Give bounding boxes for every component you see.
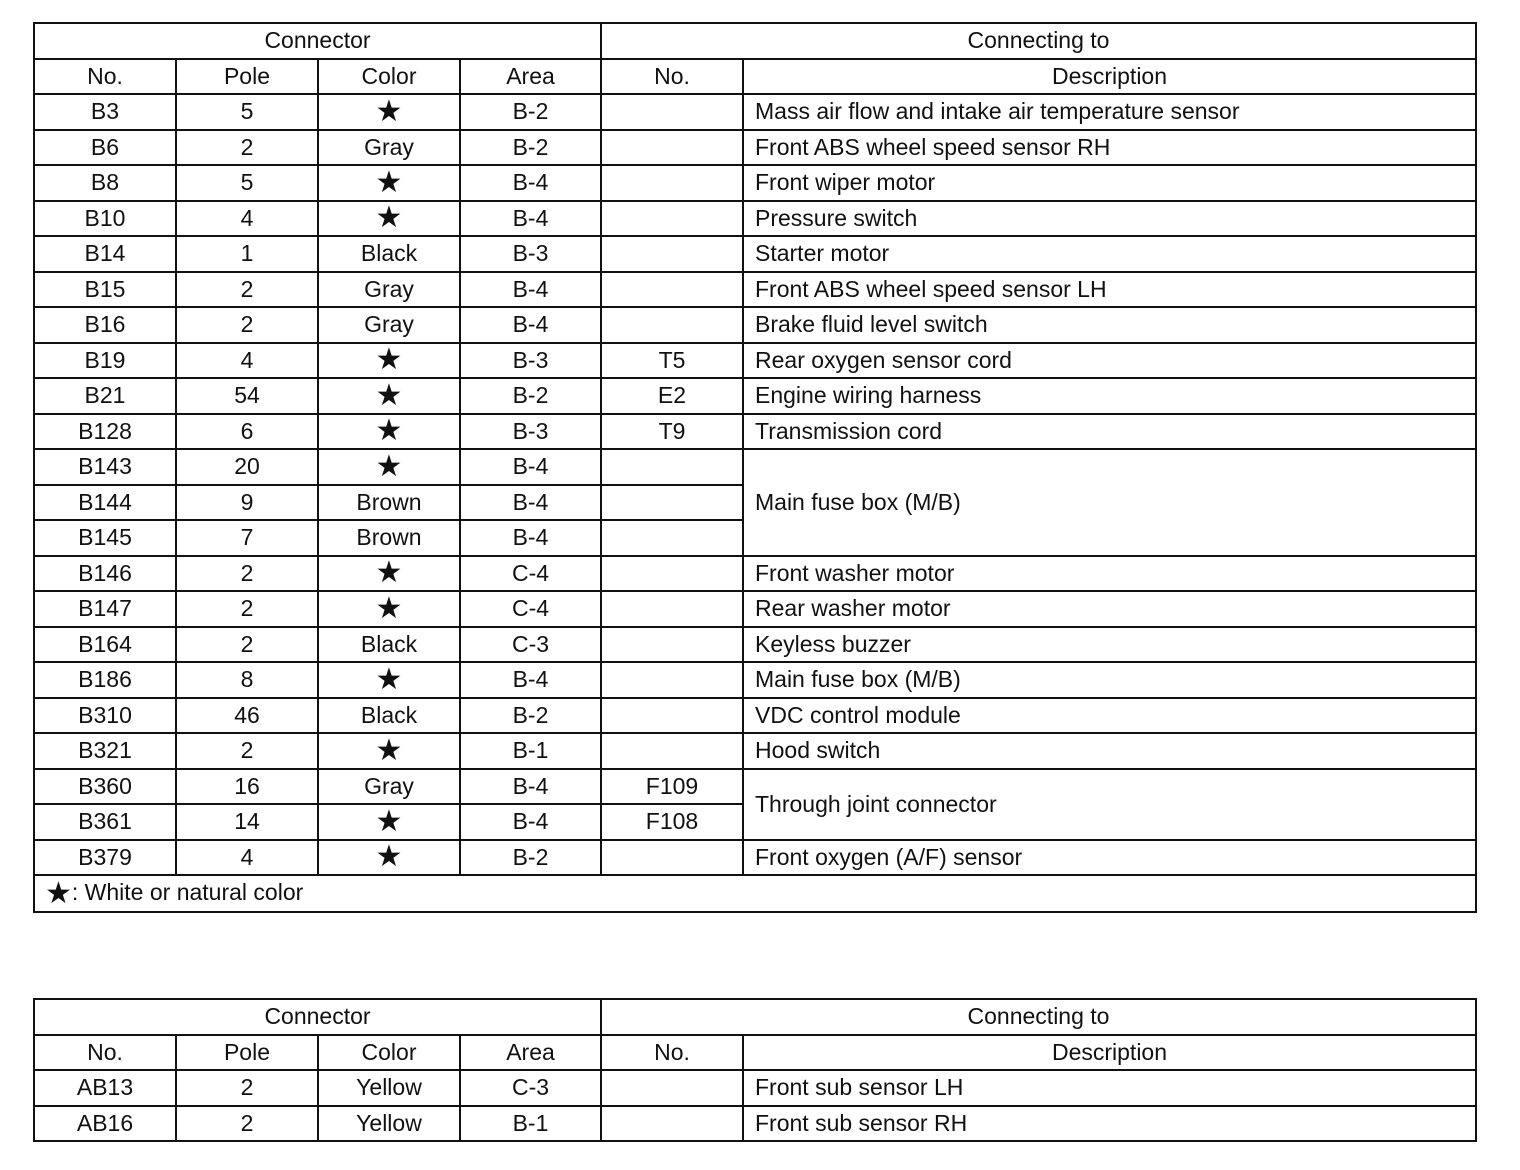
cell-connector-no: B15	[34, 272, 176, 308]
connector-table-airbag	[33, 998, 1477, 1142]
cell-color: Black	[318, 698, 460, 734]
cell-pole: 46	[176, 698, 318, 734]
cell-pole: 2	[176, 272, 318, 308]
cell-color: ★	[318, 201, 460, 237]
cell-color: ★	[318, 733, 460, 769]
cell-connector-no: B361	[34, 804, 176, 840]
cell-description: Front sub sensor RH	[743, 1106, 1476, 1142]
cell-pole: 5	[176, 165, 318, 201]
cell-color: ★	[318, 449, 460, 485]
connector-table-main	[33, 22, 1477, 913]
cell-connecting-no: F108	[601, 804, 743, 840]
column-header-row	[34, 1035, 1476, 1071]
cell-connecting-no	[601, 272, 743, 308]
cell-connecting-no	[601, 556, 743, 592]
cell-area: B-2	[460, 130, 601, 166]
cell-description: Main fuse box (M/B)	[743, 662, 1476, 698]
table-row	[34, 272, 1476, 308]
cell-pole: 2	[176, 733, 318, 769]
cell-connecting-no	[601, 627, 743, 663]
cell-pole: 9	[176, 485, 318, 521]
cell-area: B-1	[460, 733, 601, 769]
cell-pole: 4	[176, 343, 318, 379]
table-row	[34, 591, 1476, 627]
cell-color: Gray	[318, 769, 460, 805]
col-header-no: No.	[34, 1035, 176, 1071]
cell-color: Gray	[318, 272, 460, 308]
cell-connector-no: B186	[34, 662, 176, 698]
cell-description: Front sub sensor LH	[743, 1070, 1476, 1106]
cell-connecting-no	[601, 662, 743, 698]
connector-group-header: Connector	[34, 999, 601, 1035]
cell-area: C-3	[460, 1070, 601, 1106]
table-row	[34, 556, 1476, 592]
cell-description: Brake fluid level switch	[743, 307, 1476, 343]
table-row	[34, 769, 1476, 805]
cell-connector-no: B143	[34, 449, 176, 485]
cell-color: Black	[318, 627, 460, 663]
table-row	[34, 449, 1476, 485]
cell-area: B-4	[460, 804, 601, 840]
cell-area: B-4	[460, 272, 601, 308]
cell-connector-no: AB16	[34, 1106, 176, 1142]
connecting-to-group-header: Connecting to	[601, 23, 1476, 59]
cell-connector-no: B360	[34, 769, 176, 805]
cell-area: B-4	[460, 165, 601, 201]
cell-color: ★	[318, 591, 460, 627]
cell-area: B-1	[460, 1106, 601, 1142]
table-row	[34, 414, 1476, 450]
table-row	[34, 627, 1476, 663]
cell-area: B-3	[460, 236, 601, 272]
cell-description: Hood switch	[743, 733, 1476, 769]
cell-connector-no: B164	[34, 627, 176, 663]
cell-description: Front oxygen (A/F) sensor	[743, 840, 1476, 876]
cell-connector-no: B3	[34, 94, 176, 130]
cell-connecting-no: E2	[601, 378, 743, 414]
cell-description: Pressure switch	[743, 201, 1476, 237]
cell-color: ★	[318, 414, 460, 450]
cell-connecting-no	[601, 165, 743, 201]
cell-color: ★	[318, 662, 460, 698]
table-row	[34, 236, 1476, 272]
cell-area: B-3	[460, 414, 601, 450]
cell-connector-no: B6	[34, 130, 176, 166]
cell-color: Brown	[318, 520, 460, 556]
cell-connector-no: B310	[34, 698, 176, 734]
cell-pole: 2	[176, 591, 318, 627]
cell-connecting-no	[601, 236, 743, 272]
table-row	[34, 840, 1476, 876]
cell-area: B-4	[460, 201, 601, 237]
cell-area: B-4	[460, 769, 601, 805]
col-header-connecting-no: No.	[601, 1035, 743, 1071]
cell-area: B-4	[460, 449, 601, 485]
group-header-row	[34, 999, 1476, 1035]
col-header-connecting-no: No.	[601, 59, 743, 95]
table-row	[34, 130, 1476, 166]
cell-description: Rear oxygen sensor cord	[743, 343, 1476, 379]
cell-area: B-2	[460, 94, 601, 130]
cell-color: Gray	[318, 307, 460, 343]
cell-area: B-3	[460, 343, 601, 379]
col-header-pole: Pole	[176, 59, 318, 95]
cell-connecting-no	[601, 1106, 743, 1142]
cell-color: ★	[318, 343, 460, 379]
cell-area: B-2	[460, 378, 601, 414]
cell-connecting-no: T5	[601, 343, 743, 379]
cell-connector-no: AB13	[34, 1070, 176, 1106]
cell-description: Front ABS wheel speed sensor RH	[743, 130, 1476, 166]
cell-description: Main fuse box (M/B)	[743, 449, 1476, 556]
cell-pole: 2	[176, 627, 318, 663]
cell-connector-no: B19	[34, 343, 176, 379]
table-row	[34, 733, 1476, 769]
table-row	[34, 378, 1476, 414]
cell-description: Front washer motor	[743, 556, 1476, 592]
col-header-no: No.	[34, 59, 176, 95]
cell-connector-no: B14	[34, 236, 176, 272]
cell-description: Front wiper motor	[743, 165, 1476, 201]
cell-connector-no: B8	[34, 165, 176, 201]
cell-description: Through joint connector	[743, 769, 1476, 840]
cell-color: ★	[318, 556, 460, 592]
cell-pole: 2	[176, 556, 318, 592]
connecting-to-group-header: Connecting to	[601, 999, 1476, 1035]
cell-connecting-no	[601, 698, 743, 734]
cell-connecting-no: T9	[601, 414, 743, 450]
cell-color: ★	[318, 840, 460, 876]
table-row	[34, 307, 1476, 343]
cell-pole: 4	[176, 201, 318, 237]
cell-connecting-no	[601, 485, 743, 521]
cell-connecting-no: F109	[601, 769, 743, 805]
connector-group-header: Connector	[34, 23, 601, 59]
cell-connecting-no	[601, 130, 743, 166]
cell-connector-no: B145	[34, 520, 176, 556]
cell-description: Starter motor	[743, 236, 1476, 272]
column-header-row	[34, 59, 1476, 95]
col-header-pole: Pole	[176, 1035, 318, 1071]
cell-pole: 4	[176, 840, 318, 876]
cell-pole: 7	[176, 520, 318, 556]
cell-color: Gray	[318, 130, 460, 166]
cell-color: ★	[318, 165, 460, 201]
cell-area: C-4	[460, 556, 601, 592]
cell-area: B-4	[460, 307, 601, 343]
cell-pole: 54	[176, 378, 318, 414]
footnote	[34, 875, 1476, 912]
cell-color: ★	[318, 94, 460, 130]
table-row	[34, 165, 1476, 201]
cell-area: C-3	[460, 627, 601, 663]
cell-area: B-4	[460, 485, 601, 521]
cell-description: Engine wiring harness	[743, 378, 1476, 414]
cell-connector-no: B379	[34, 840, 176, 876]
cell-area: C-4	[460, 591, 601, 627]
cell-pole: 6	[176, 414, 318, 450]
cell-description: VDC control module	[743, 698, 1476, 734]
cell-description: Mass air flow and intake air temperature sensor	[743, 94, 1476, 130]
cell-connector-no: B128	[34, 414, 176, 450]
cell-pole: 1	[176, 236, 318, 272]
cell-color: Brown	[318, 485, 460, 521]
cell-area: B-4	[460, 662, 601, 698]
footnote-text: : White or natural color	[71, 879, 304, 905]
cell-area: B-2	[460, 840, 601, 876]
table-row	[34, 343, 1476, 379]
cell-description: Front ABS wheel speed sensor LH	[743, 272, 1476, 308]
table-row	[34, 698, 1476, 734]
cell-pole: 20	[176, 449, 318, 485]
cell-pole: 2	[176, 307, 318, 343]
cell-pole: 16	[176, 769, 318, 805]
cell-description: Keyless buzzer	[743, 627, 1476, 663]
cell-connecting-no	[601, 94, 743, 130]
star-icon: ★	[45, 877, 72, 910]
cell-connecting-no	[601, 201, 743, 237]
cell-description: Transmission cord	[743, 414, 1476, 450]
cell-connector-no: B146	[34, 556, 176, 592]
cell-pole: 2	[176, 1106, 318, 1142]
cell-connecting-no	[601, 307, 743, 343]
table-row	[34, 1070, 1476, 1106]
cell-connector-no: B321	[34, 733, 176, 769]
cell-connecting-no	[601, 840, 743, 876]
table-row	[34, 662, 1476, 698]
cell-connecting-no	[601, 449, 743, 485]
col-header-description: Description	[743, 59, 1476, 95]
cell-connector-no: B147	[34, 591, 176, 627]
cell-connector-no: B21	[34, 378, 176, 414]
cell-connecting-no	[601, 520, 743, 556]
cell-connector-no: B10	[34, 201, 176, 237]
cell-description: Rear washer motor	[743, 591, 1476, 627]
cell-color: ★	[318, 378, 460, 414]
cell-color: Yellow	[318, 1106, 460, 1142]
cell-pole: 5	[176, 94, 318, 130]
cell-pole: 2	[176, 130, 318, 166]
cell-color: Black	[318, 236, 460, 272]
cell-pole: 2	[176, 1070, 318, 1106]
cell-connector-no: B144	[34, 485, 176, 521]
table-row	[34, 201, 1476, 237]
table-row	[34, 94, 1476, 130]
cell-area: B-4	[460, 520, 601, 556]
group-header-row	[34, 23, 1476, 59]
cell-pole: 14	[176, 804, 318, 840]
cell-color: Yellow	[318, 1070, 460, 1106]
col-header-color: Color	[318, 59, 460, 95]
cell-connecting-no	[601, 733, 743, 769]
cell-color: ★	[318, 804, 460, 840]
cell-pole: 8	[176, 662, 318, 698]
cell-area: B-2	[460, 698, 601, 734]
cell-connector-no: B16	[34, 307, 176, 343]
col-header-area: Area	[460, 1035, 601, 1071]
table-row	[34, 1106, 1476, 1142]
cell-connecting-no	[601, 591, 743, 627]
footnote-row	[34, 875, 1476, 912]
col-header-color: Color	[318, 1035, 460, 1071]
cell-connecting-no	[601, 1070, 743, 1106]
col-header-area: Area	[460, 59, 601, 95]
col-header-description: Description	[743, 1035, 1476, 1071]
